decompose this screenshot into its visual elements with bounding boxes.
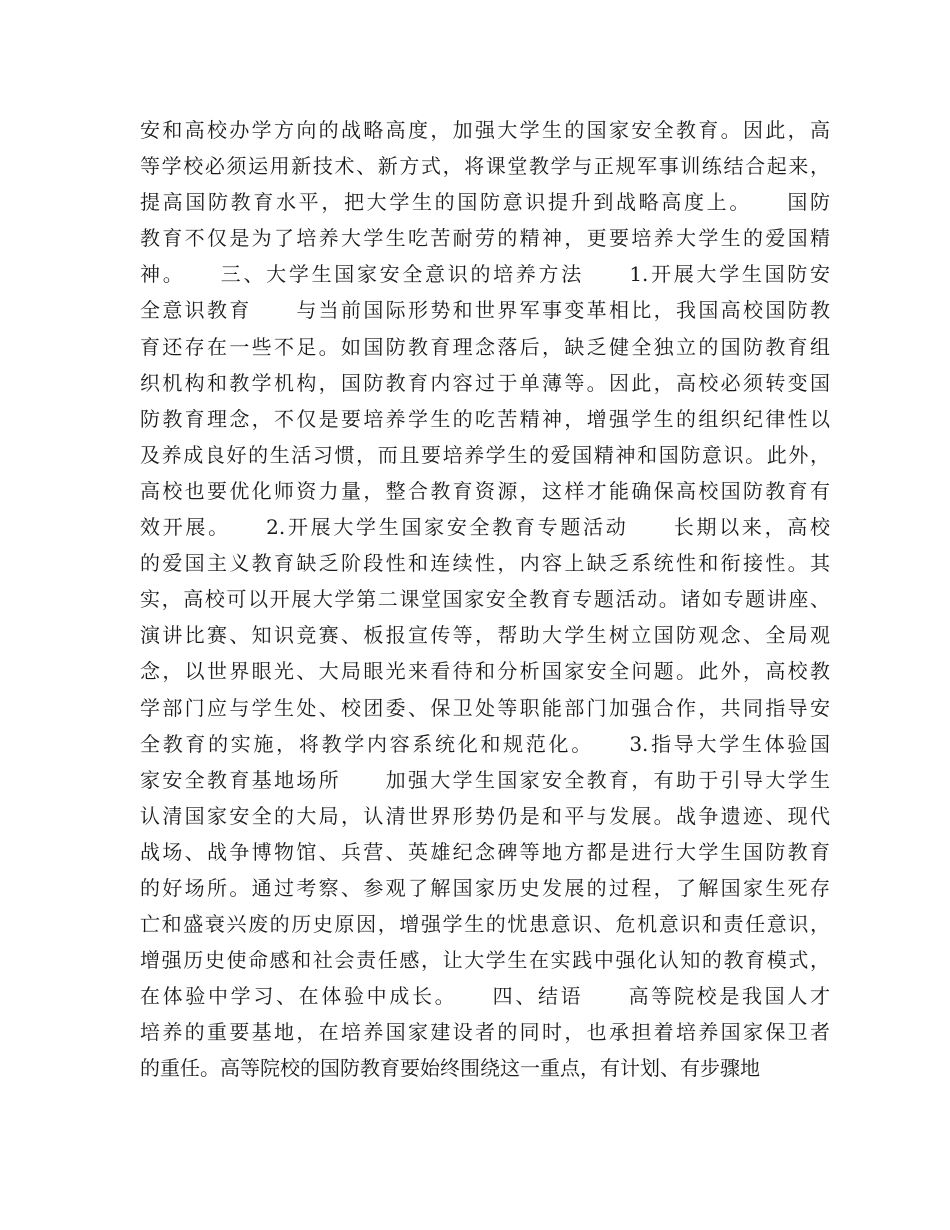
text-line: 神。 三、大学生国家安全意识的培养方法 1.开展大学生国防安 bbox=[140, 262, 830, 287]
text-line: 的爱国主义教育缺乏阶段性和连续性，内容上缺乏系统性和衔接性。其 bbox=[140, 551, 830, 576]
text-line: 家安全教育基地场所 加强大学生国家安全教育，有助于引导大学生 bbox=[140, 767, 830, 792]
text-line: 增强历史使命感和社会责任感，让大学生在实践中强化认知的教育模式， bbox=[140, 948, 830, 973]
text-line: 及养成良好的生活习惯，而且要培养学生的爱国精神和国防意识。此外， bbox=[140, 442, 830, 467]
text-line: 等学校必须运用新技术、新方式，将课堂教学与正规军事训练结合起来， bbox=[140, 154, 830, 179]
text-line: 效开展。 2.开展大学生国家安全教育专题活动 长期以来，高校 bbox=[140, 515, 830, 540]
text-line: 演讲比赛、知识竞赛、板报宣传等，帮助大学生树立国防观念、全局观 bbox=[140, 623, 830, 648]
text-line: 全教育的实施，将教学内容系统化和规范化。 3.指导大学生体验国 bbox=[140, 731, 830, 756]
text-line: 高校也要优化师资力量，整合教育资源，这样才能确保高校国防教育有 bbox=[140, 478, 830, 503]
text-line: 在体验中学习、在体验中成长。 四、结语 高等院校是我国人才 bbox=[140, 984, 830, 1009]
body-text bbox=[140, 112, 830, 1087]
text-line: 培养的重要基地，在培养国家建设者的同时，也承担着培养国家保卫者 bbox=[140, 1020, 830, 1045]
text-line: 亡和盛衰兴废的历史原因，增强学生的忧患意识、危机意识和责任意识， bbox=[140, 912, 830, 937]
text-line: 的重任。高等院校的国防教育要始终围绕这一重点，有计划、有步骤地 bbox=[140, 1056, 760, 1081]
text-line: 实，高校可以开展大学第二课堂国家安全教育专题活动。诸如专题讲座、 bbox=[140, 587, 830, 612]
text-line: 战场、战争博物馆、兵营、英雄纪念碑等地方都是进行大学生国防教育 bbox=[140, 839, 830, 864]
text-line: 学部门应与学生处、校团委、保卫处等职能部门加强合作，共同指导安 bbox=[140, 695, 830, 720]
text-line: 教育不仅是为了培养大学生吃苦耐劳的精神，更要培养大学生的爱国精 bbox=[140, 226, 830, 251]
text-line: 防教育理念，不仅是要培养学生的吃苦精神，增强学生的组织纪律性以 bbox=[140, 406, 830, 431]
text-line: 的好场所。通过考察、参观了解国家历史发展的过程，了解国家生死存 bbox=[140, 875, 830, 900]
text-line: 织机构和教学机构，国防教育内容过于单薄等。因此，高校必须转变国 bbox=[140, 370, 830, 395]
text-line: 提高国防教育水平，把大学生的国防意识提升到战略高度上。 国防 bbox=[140, 190, 830, 215]
text-line: 念，以世界眼光、大局眼光来看待和分析国家安全问题。此外，高校教 bbox=[140, 659, 830, 684]
text-line: 育还存在一些不足。如国防教育理念落后，缺乏健全独立的国防教育组 bbox=[140, 334, 830, 359]
text-line: 全意识教育 与当前国际形势和世界军事变革相比，我国高校国防教 bbox=[140, 298, 830, 323]
text-line: 安和高校办学方向的战略高度，加强大学生的国家安全教育。因此，高 bbox=[140, 118, 830, 142]
text-line: 认清国家安全的大局，认清世界形势仍是和平与发展。战争遗迹、现代 bbox=[140, 803, 830, 828]
